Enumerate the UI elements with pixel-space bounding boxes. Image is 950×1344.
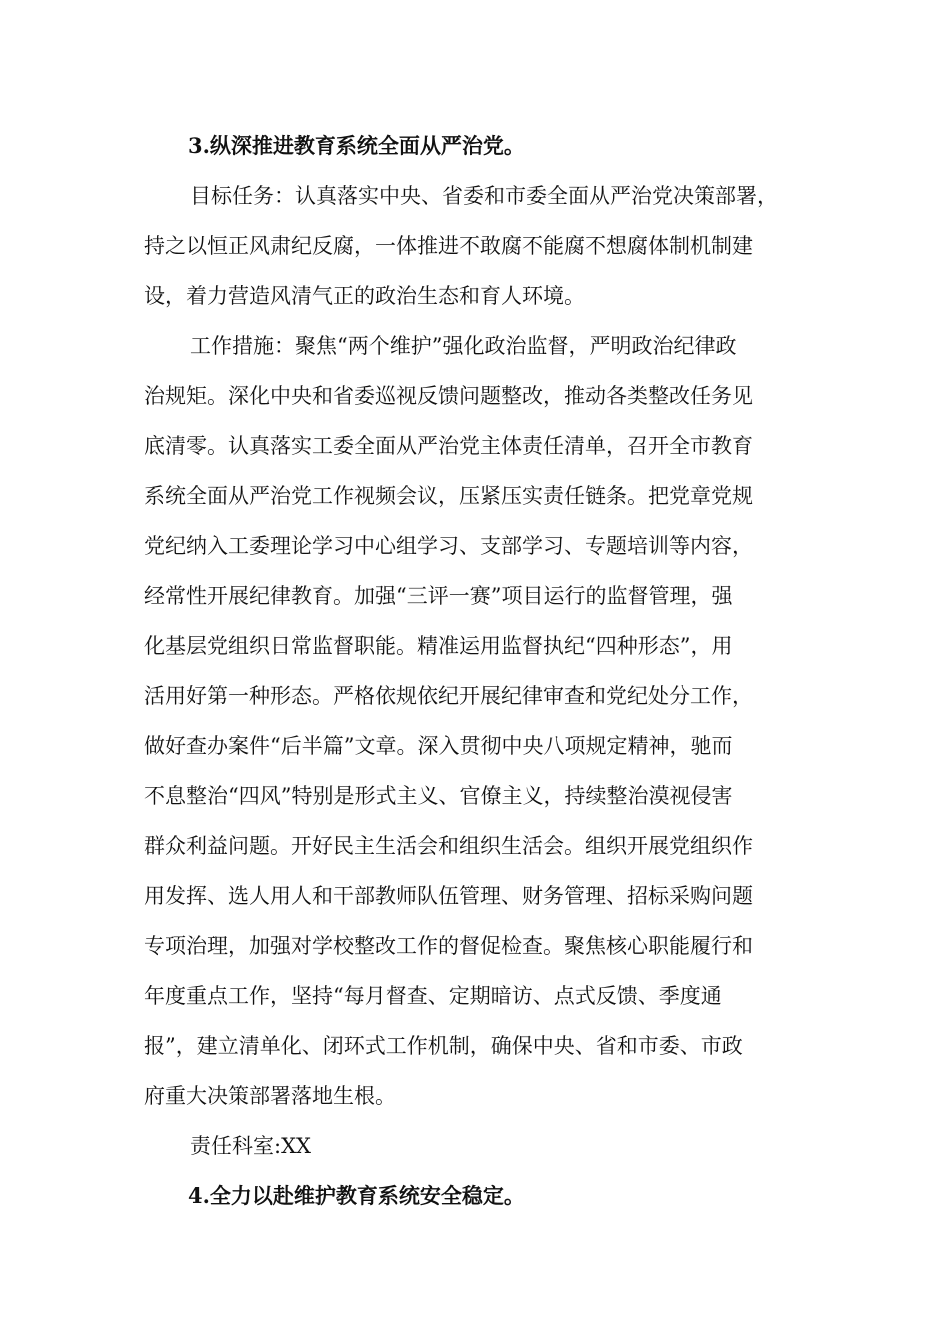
measures-paragraph-line-3: 底清零。认真落实工委全面从严治党主体责任清单，召开全市教育 bbox=[144, 434, 753, 458]
measures-paragraph-line-15: 报”，建立清单化、闭环式工作机制，确保中央、省和市委、市政 bbox=[144, 1034, 743, 1058]
measures-paragraph-line-10: 不息整治“四风”特别是形式主义、官僚主义，持续整治漠视侵害 bbox=[144, 784, 733, 808]
measures-paragraph-line-2: 治规矩。深化中央和省委巡视反馈问题整改，推动各类整改任务见 bbox=[144, 384, 753, 408]
measures-paragraph-line-14: 年度重点工作，坚持“每月督查、定期暗访、点式反馈、季度通 bbox=[144, 984, 722, 1008]
target-paragraph-line-2: 持之以恒正风肃纪反腐，一体推进不敢腐不能腐不想腐体制机制建 bbox=[144, 234, 753, 258]
responsible-office: 责任科室:XX bbox=[190, 1134, 311, 1158]
measures-paragraph-line-7: 化基层党组织日常监督职能。精准运用监督执纪“四种形态”，用 bbox=[144, 634, 733, 658]
measures-paragraph-line-9: 做好查办案件“后半篇”文章。深入贯彻中央八项规定精神，驰而 bbox=[144, 734, 733, 758]
target-paragraph-line-1: 目标任务：认真落实中央、省委和市委全面从严治党决策部署， bbox=[190, 184, 778, 208]
measures-paragraph-line-5: 党纪纳入工委理论学习中心组学习、支部学习、专题培训等内容， bbox=[144, 534, 753, 558]
measures-paragraph-line-13: 专项治理，加强对学校整改工作的督促检查。聚焦核心职能履行和 bbox=[144, 934, 753, 958]
measures-paragraph-line-1: 工作措施：聚焦“两个维护”强化政治监督，严明政治纪律政 bbox=[190, 334, 737, 358]
measures-paragraph-line-12: 用发挥、选人用人和干部教师队伍管理、财务管理、招标采购问题 bbox=[144, 884, 753, 908]
target-paragraph-line-3: 设，着力营造风清气正的政治生态和育人环境。 bbox=[144, 284, 585, 308]
measures-paragraph-line-4: 系统全面从严治党工作视频会议，压紧压实责任链条。把党章党规 bbox=[144, 484, 753, 508]
measures-paragraph-line-11: 群众利益问题。开好民主生活会和组织生活会。组织开展党组织作 bbox=[144, 834, 753, 858]
section-4-heading: 4.全力以赴维护教育系统安全稳定。 bbox=[188, 1183, 525, 1208]
measures-paragraph-line-6: 经常性开展纪律教育。加强“三评一赛”项目运行的监督管理，强 bbox=[144, 584, 733, 608]
section-3-heading: 3.纵深推进教育系统全面从严治党。 bbox=[188, 133, 525, 158]
measures-paragraph-line-16: 府重大决策部署落地生根。 bbox=[144, 1084, 396, 1108]
measures-paragraph-line-8: 活用好第一种形态。严格依规依纪开展纪律审查和党纪处分工作， bbox=[144, 684, 753, 708]
